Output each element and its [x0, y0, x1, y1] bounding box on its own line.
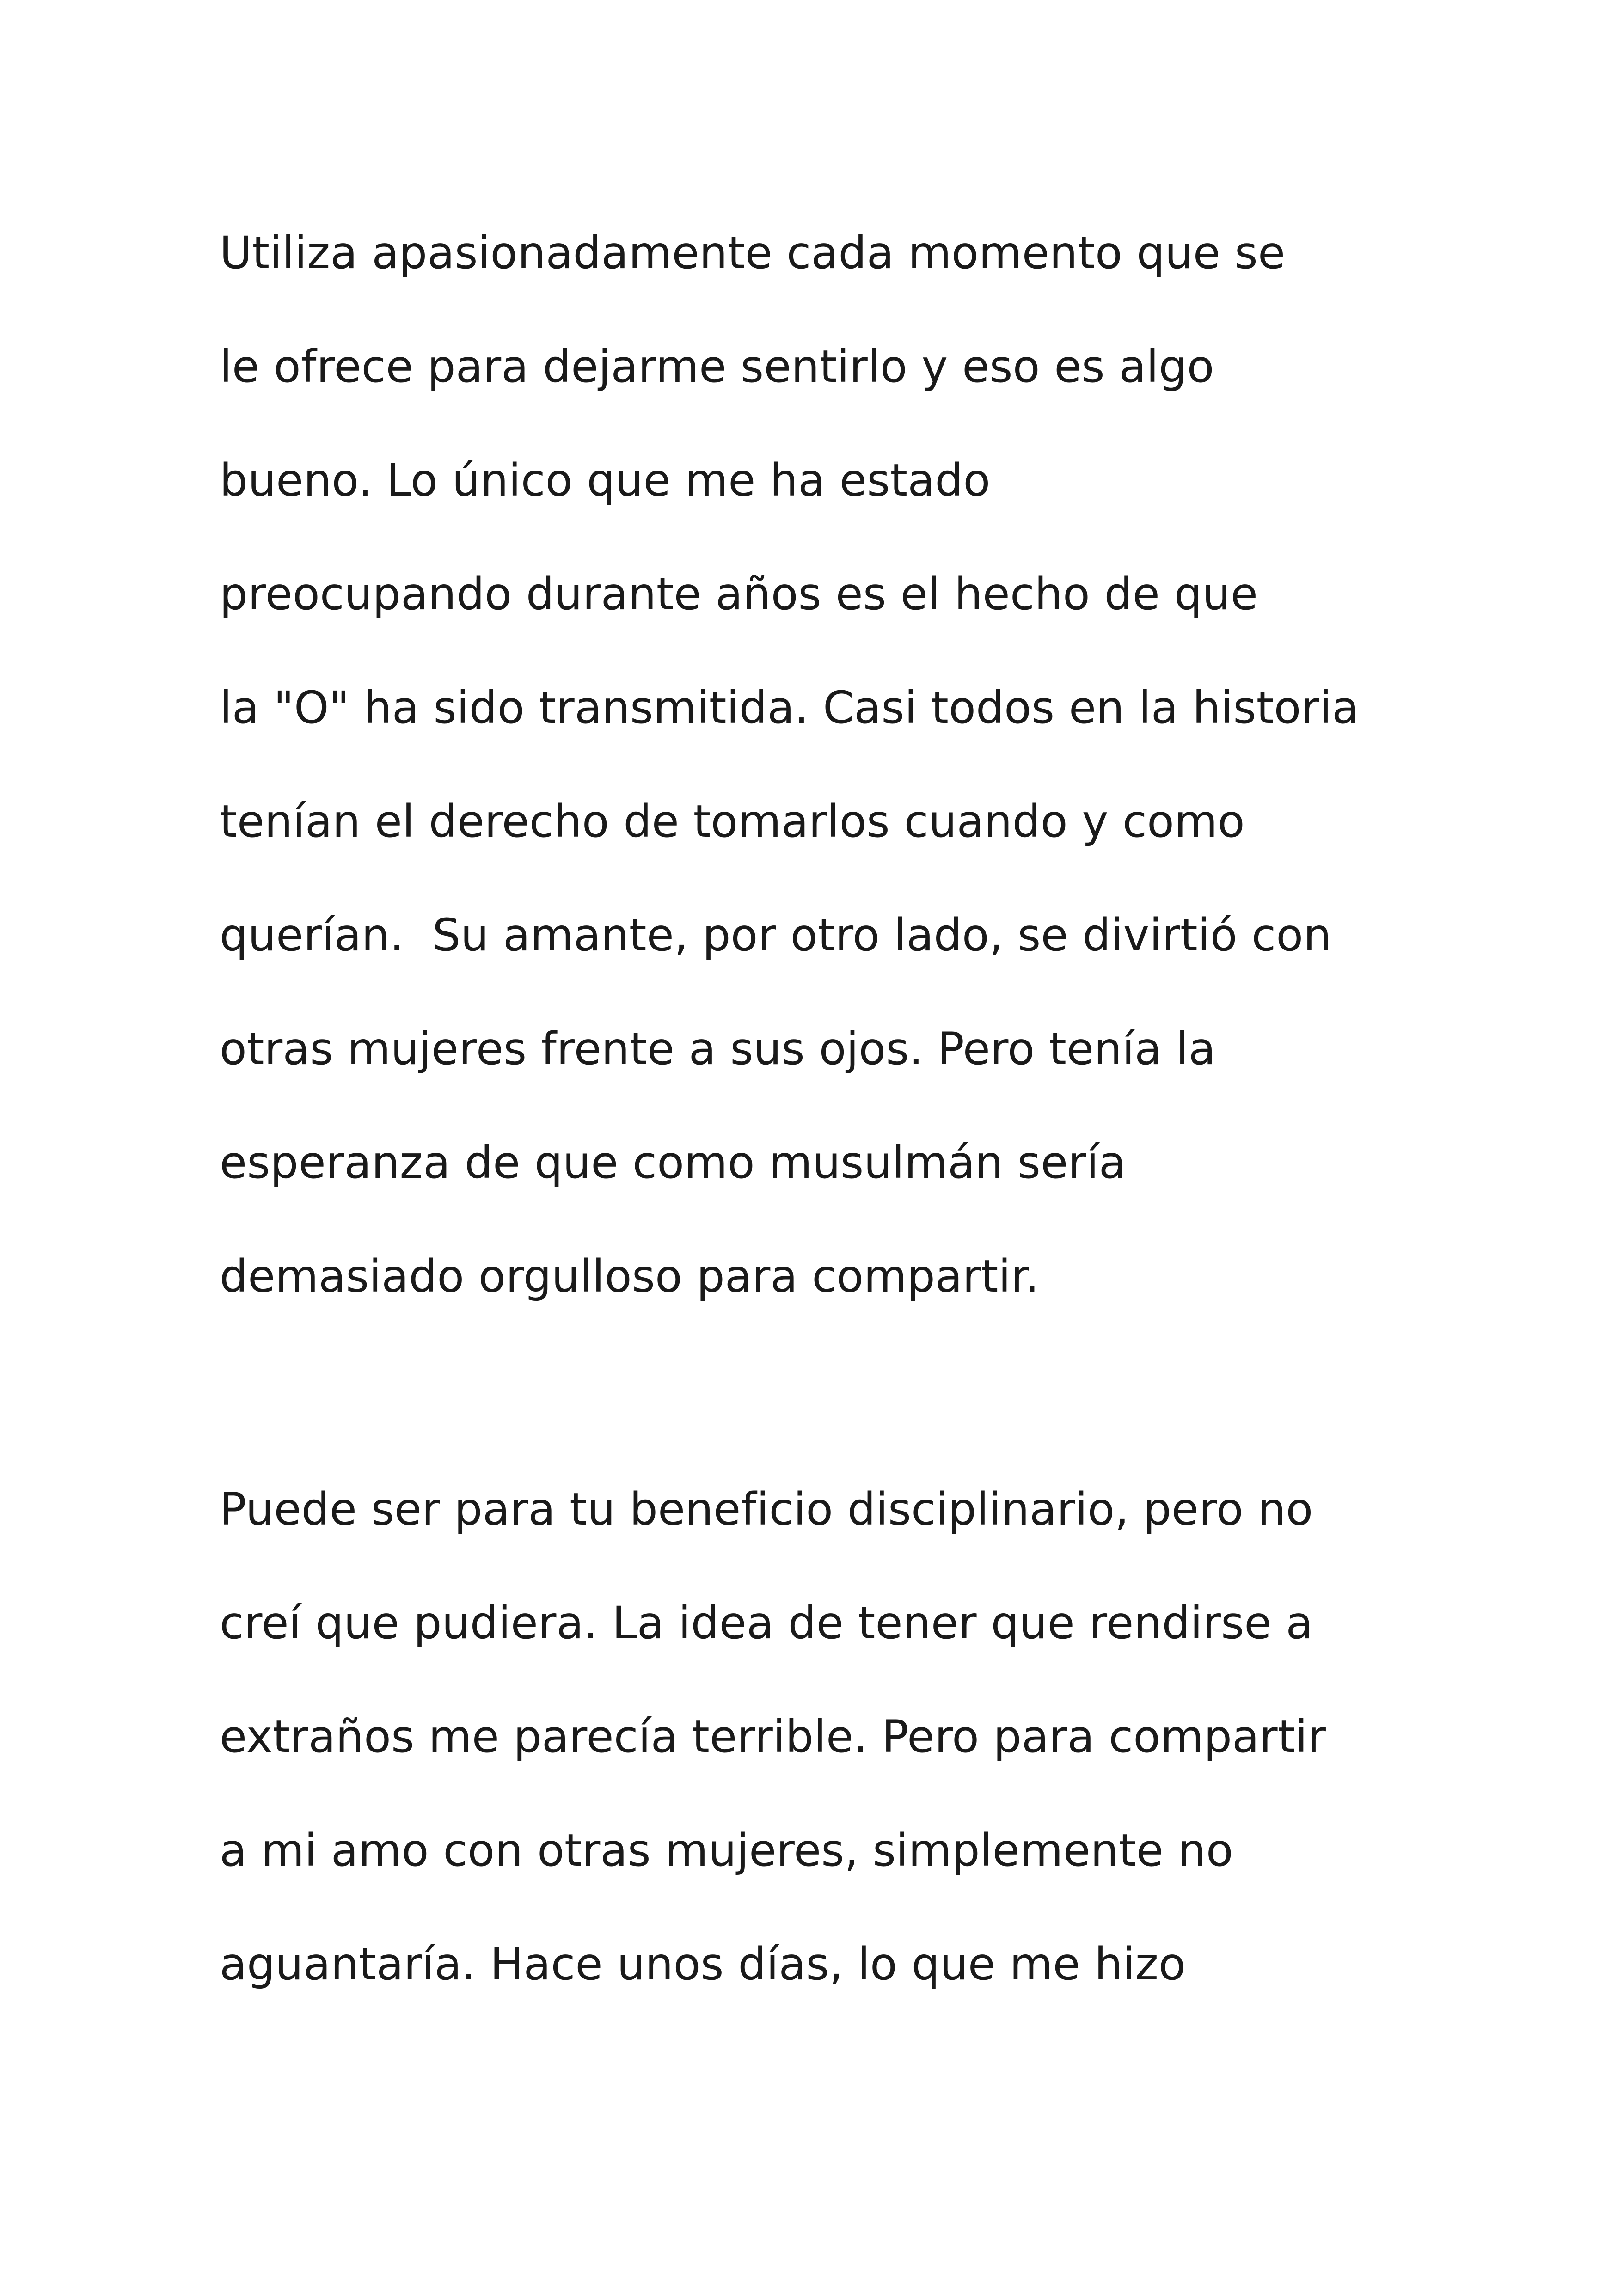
text-line: demasiado orgulloso para compartir.: [220, 1250, 1040, 1302]
text-line: a mi amo con otras mujeres, simplemente no: [220, 1825, 1233, 1876]
text-line: creí que pudiera. La idea de tener que rendirse a: [220, 1597, 1313, 1649]
text-line: tenían el derecho de tomarlos cuando y como: [220, 796, 1245, 847]
text-line: querían. Su amante, por otro lado, se divirtió con: [220, 909, 1332, 961]
paragraph-1: [220, 218, 1468, 1355]
text-line: Puede ser para tu beneficio disciplinario, pero no: [220, 1483, 1313, 1535]
text-line: bueno. Lo único que me ha estado: [220, 454, 991, 506]
text-line: Utiliza apasionadamente cada momento que se: [220, 227, 1286, 279]
text-line: otras mujeres frente a sus ojos. Pero tenía la: [220, 1023, 1216, 1075]
paragraph-2: [220, 1475, 1468, 2043]
text-line: aguantaría. Hace unos días, lo que me hizo: [220, 1938, 1186, 1990]
text-line: extraños me parecía terrible. Pero para compartir: [220, 1711, 1326, 1763]
text-line: preocupando durante años es el hecho de que: [220, 568, 1258, 620]
text-line: esperanza de que como musulmán sería: [220, 1137, 1126, 1188]
text-line: la "O" ha sido transmitida. Casi todos en la historia: [220, 682, 1360, 734]
text-line: le ofrece para dejarme sentirlo y eso es algo: [220, 341, 1214, 392]
